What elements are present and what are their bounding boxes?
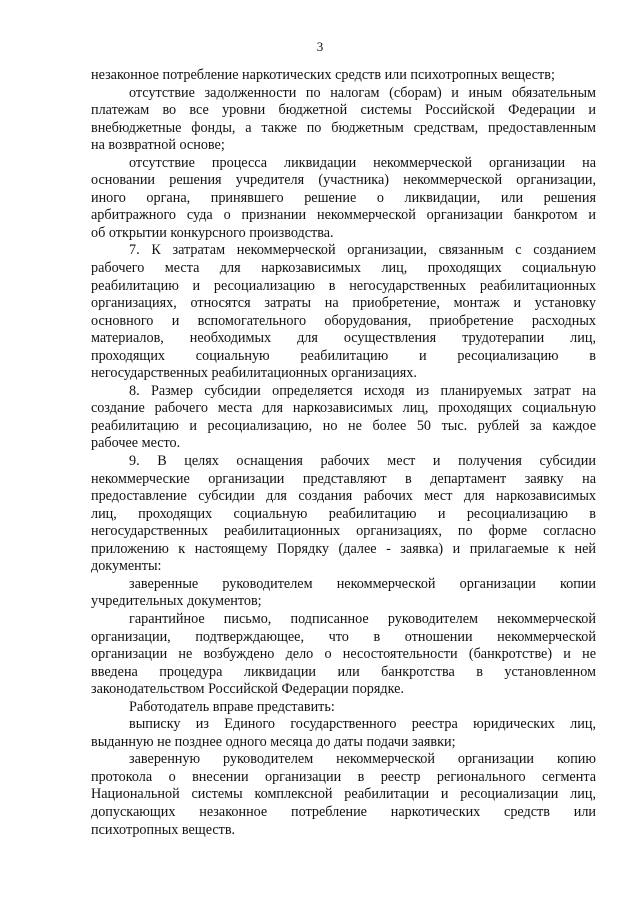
text-line: Работодатель вправе представить: — [129, 698, 335, 715]
text-line: платежам во все уровни бюджетной системы Российской Федерации и — [91, 102, 596, 119]
text-line: основного и вспомогательного оборудования, приобретение расходных — [91, 312, 596, 329]
text-line: основании решения учредителя (участника) некоммерческой организации, — [91, 172, 596, 189]
text-line: 7. К затратам некоммерческой организации, связанным с созданием — [129, 242, 596, 259]
text-line: протокола о внесении организации в реестр регионального сегмента — [91, 768, 596, 785]
text-line: приложению к настоящему Порядку (далее - заявка) и прилагаемые к ней — [91, 540, 596, 557]
text-line: внебюджетные фонды, а также по бюджетным средствам, предоставленным — [91, 119, 596, 136]
text-line: реабилитацию и ресоциализацию в негосударственных реабилитационных — [91, 277, 596, 294]
text-line: выданную не позднее одного месяца до даты подачи заявки; — [91, 733, 456, 750]
text-line: негосударственных реабилитационных организациях, по форме согласно — [91, 523, 596, 540]
text-line: отсутствие процесса ликвидации некоммерческой организации на — [129, 154, 596, 171]
text-line: 9. В целях оснащения рабочих мест и получения субсидии — [129, 453, 596, 470]
text-line: материалов, необходимых для осуществления трудотерапии лиц, — [91, 330, 596, 347]
text-line: незаконное потребление наркотических средств или психотропных веществ; — [91, 67, 555, 83]
text-line: заверенные руководителем некоммерческой организации копии — [129, 575, 596, 592]
text-line: организации, подтверждающее, что в отношении некоммерческой — [91, 628, 596, 645]
text-line: некоммерческие организации представляют в департамент заявку на — [91, 470, 596, 487]
text-line: гарантийное письмо, подписанное руководителем некоммерческой — [129, 610, 596, 627]
text-line: иного органа, принявшего решение о ликвидации, или решения — [91, 189, 596, 206]
text-line: арбитражного суда о признании некоммерческой организации банкротом и — [91, 207, 596, 224]
text-line: Национальной системы комплексной реабилитации и ресоциализации лиц, — [91, 786, 596, 803]
text-line: об открытии конкурсного производства. — [91, 224, 334, 241]
text-line: реабилитацию и ресоциализацию, но не более 50 тыс. рублей за каждое — [91, 417, 596, 434]
text-line: лиц, проходящих социальную реабилитацию и ресоциализацию в — [91, 505, 596, 522]
text-line: создание рабочего места для наркозависимых лиц, проходящих социальную — [91, 400, 596, 417]
text-line: на возвратной основе; — [91, 137, 225, 154]
page-number: 3 — [316, 39, 324, 54]
text-line: организациях, относятся затраты на приобретение, монтаж и установку — [91, 295, 596, 312]
text-line: учредительных документов; — [91, 593, 262, 610]
text-line: психотропных веществ. — [91, 821, 236, 838]
text-line: проходящих социальную реабилитацию и ресоциализацию в — [91, 347, 596, 364]
text-line: законодательством Российской Федерации порядке. — [91, 681, 405, 698]
text-line: рабочее место. — [91, 435, 181, 452]
text-line: предоставление субсидии для создания рабочих мест для наркозависимых — [91, 488, 596, 505]
document-body — [91, 67, 596, 839]
text-line: заверенную руководителем некоммерческой организации копию — [129, 751, 596, 768]
text-line: 8. Размер субсидии определяется исходя из планируемых затрат на — [129, 382, 596, 399]
text-line: введена процедура ликвидации или банкротства в установленном — [91, 663, 596, 680]
text-line: отсутствие задолженности по налогам (сборам) и иным обязательным — [129, 84, 596, 101]
text-line: выписку из Единого государственного реестра юридических лиц, — [129, 716, 596, 733]
text-line: негосударственных реабилитационных организациях. — [91, 365, 417, 382]
text-line: документы: — [91, 558, 162, 575]
text-line: рабочего места для наркозависимых лиц, проходящих социальную — [91, 260, 596, 277]
text-line: организации не возбуждено дело о несостоятельности (банкротстве) и не — [91, 646, 596, 663]
text-line: допускающих незаконное потребление наркотических средств или — [91, 803, 596, 820]
